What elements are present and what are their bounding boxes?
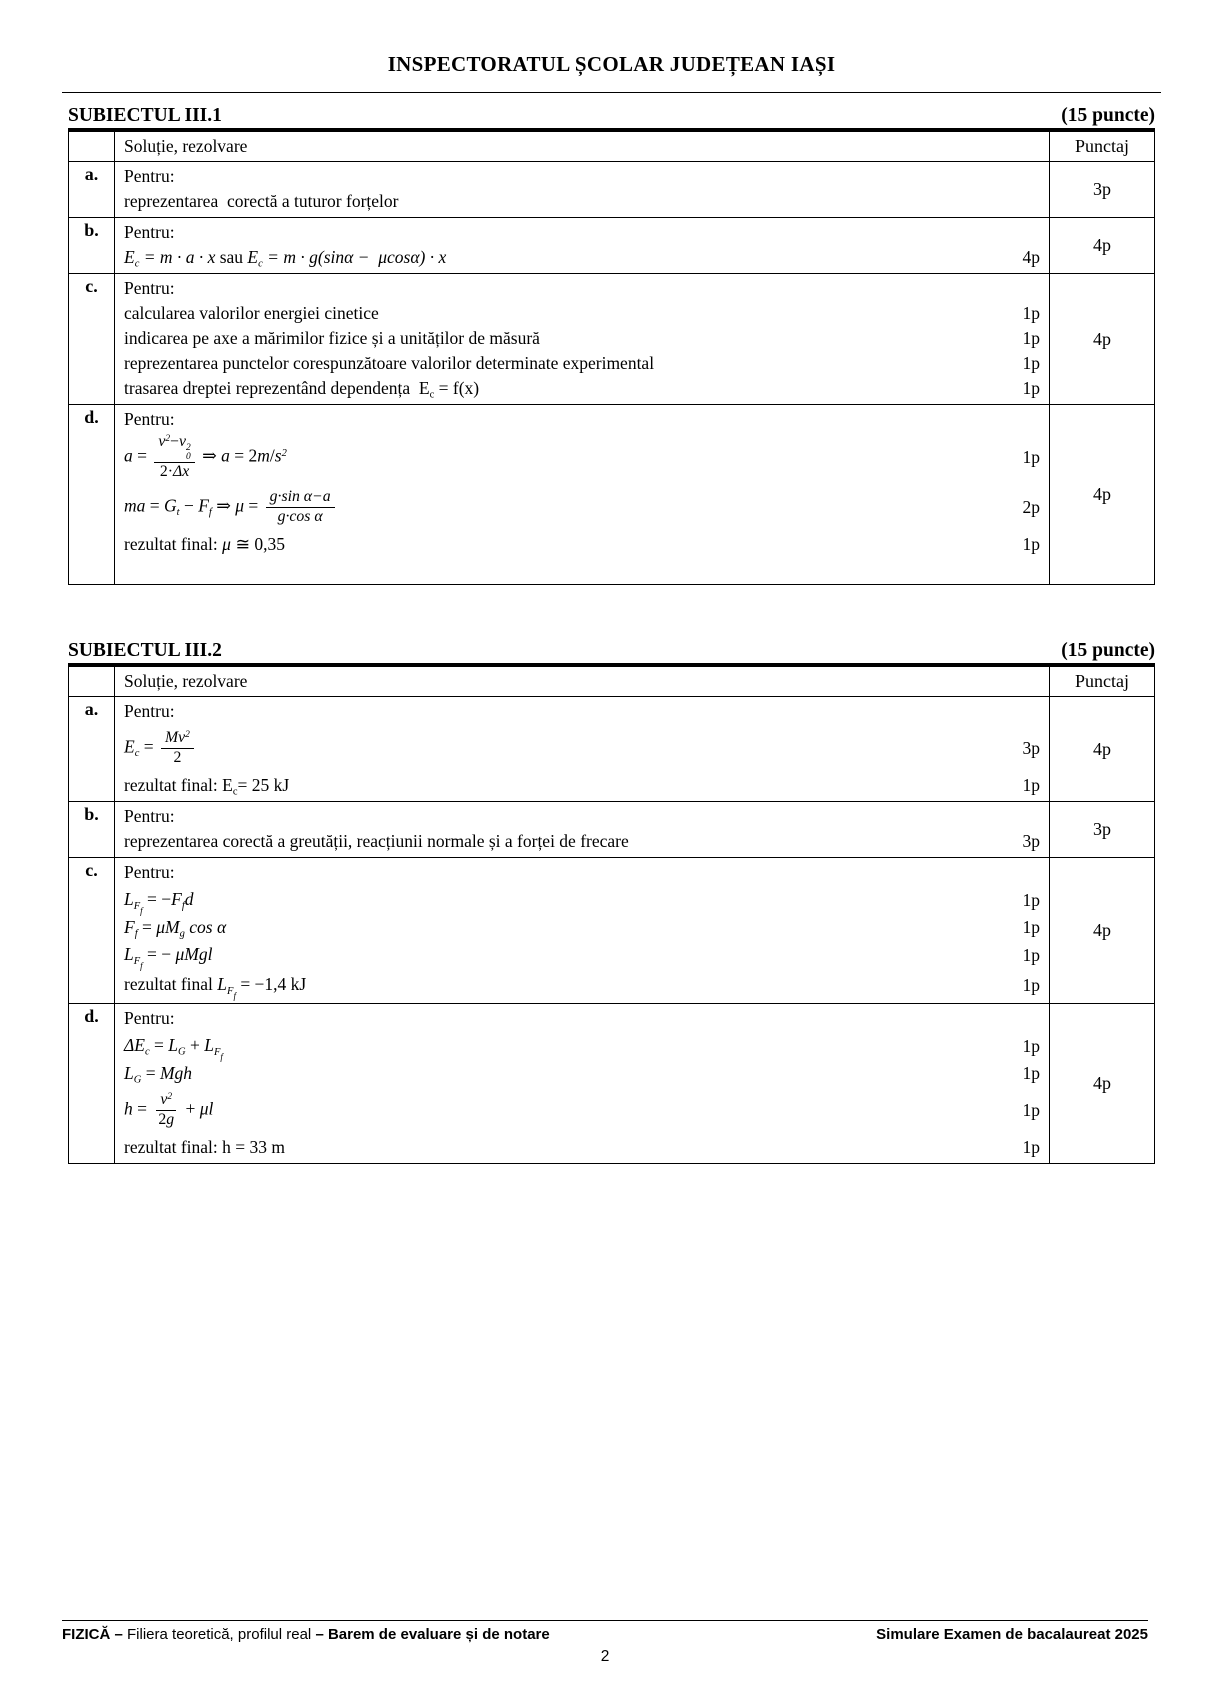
solution-line [124, 829, 1040, 854]
superscript-seg: 2 [167, 1092, 173, 1102]
math-seg: s [274, 445, 282, 466]
header-rule [62, 92, 1161, 93]
row-letter: b. [69, 802, 115, 857]
math-seg: F [133, 955, 141, 967]
math-seg: g·cos α [277, 508, 323, 526]
solution-line [124, 860, 1040, 885]
math-seg: μMgl [175, 944, 213, 965]
solution-line [124, 1006, 1040, 1031]
text-seg: reprezentarea punctelor corespunzătoare valorilor determinate experimental [124, 353, 655, 373]
math-seg: L [204, 1035, 214, 1056]
solution-line [124, 940, 1040, 970]
fraction-numerator [156, 1091, 176, 1111]
text-seg: Pentru: [124, 278, 175, 298]
text-seg: = [145, 495, 165, 516]
line-points: 1p [1022, 328, 1040, 348]
footer-left-segment: – Barem de evaluare și de notare [315, 1626, 550, 1643]
section-points: (15 puncte) [1061, 640, 1155, 662]
section-title: SUBIECTUL III.1 [68, 105, 222, 126]
solution-line [124, 483, 1040, 532]
math-seg: ma [124, 495, 146, 516]
stacked-sub-sup [186, 444, 191, 462]
fraction-numerator [161, 729, 194, 749]
row-letter: b. [69, 218, 115, 273]
text-seg: = [139, 736, 158, 757]
solution-cell [115, 405, 1050, 584]
line-points: 1p [1022, 378, 1040, 398]
line-content [124, 1137, 1013, 1158]
table-header-row [69, 667, 1154, 696]
line-points: 1p [1022, 917, 1040, 938]
solution-cell [115, 697, 1050, 801]
solution-cell [115, 162, 1050, 217]
line-content [124, 775, 1013, 796]
subscript-seg: f [140, 960, 143, 971]
text-seg: / [269, 445, 275, 466]
text-seg: Pentru: [124, 806, 175, 827]
text-seg: Pentru: [124, 222, 175, 242]
text-seg: = [149, 1035, 169, 1056]
table-row [69, 217, 1154, 273]
fraction-denominator [274, 508, 327, 527]
line-content [124, 328, 1013, 349]
text-seg: 2 [173, 749, 182, 767]
text-seg: = [132, 1098, 152, 1119]
solution-line [124, 804, 1040, 829]
solution-line [124, 189, 1040, 214]
subscript-seg: f [220, 1051, 223, 1062]
line-points: 1p [1022, 889, 1040, 910]
math-seg: v [160, 1091, 168, 1109]
footer-right-text: Simulare Examen de bacalaureat 2025 [876, 1626, 1148, 1643]
text-seg: 2· [159, 463, 173, 481]
math-seg: a [221, 445, 230, 466]
line-points: 1p [1022, 447, 1040, 468]
fraction-numerator [266, 488, 335, 508]
table-row [69, 801, 1154, 857]
math-seg: L [124, 889, 134, 910]
line-content [124, 278, 1030, 299]
line-content [124, 191, 1030, 212]
row-total: 4p [1093, 484, 1111, 505]
solution-line [124, 376, 1040, 401]
solution-line [124, 276, 1040, 301]
line-content [124, 831, 1013, 852]
solution-line [124, 301, 1040, 326]
text-seg: Pentru: [124, 1008, 175, 1029]
table-row [69, 1003, 1154, 1163]
text-seg: calcularea valorilor energiei cinetice [124, 303, 379, 323]
line-points: 1p [1022, 353, 1040, 373]
table-header-row [69, 132, 1154, 161]
line-points: 1p [1022, 1137, 1040, 1158]
line-content [124, 166, 1030, 187]
stack-sub: 0 [185, 452, 191, 463]
row-letter: d. [69, 1004, 115, 1163]
header-cell-empty [69, 132, 115, 161]
footer-left-segment: FIZICĂ – [62, 1626, 128, 1643]
text-seg: Pentru: [124, 409, 175, 429]
solution-cell [115, 802, 1050, 857]
text-seg: + [185, 1035, 205, 1056]
section-header [68, 640, 1155, 667]
math-seg: μl [199, 1098, 214, 1119]
subscript-seg: c [144, 1046, 150, 1058]
text-seg: rezultat final [124, 974, 218, 995]
solution-line [124, 407, 1040, 432]
math-seg: h [124, 1098, 133, 1119]
section-header [68, 105, 1155, 132]
math-seg: Δx [172, 463, 190, 481]
header-cell-points: Punctaj [1075, 136, 1129, 156]
table-row [69, 857, 1154, 1003]
page-number: 2 [600, 1648, 610, 1665]
superscript-seg: 2 [165, 433, 171, 444]
line-content [124, 944, 1013, 971]
line-content [124, 487, 1013, 528]
footer-row [62, 1626, 1148, 1643]
superscript-seg: 2 [185, 730, 190, 740]
header-cell-solution: Soluție, rezolvare [115, 132, 1050, 161]
subject-section [68, 105, 1155, 585]
line-content [124, 701, 1030, 722]
line-points: 1p [1022, 1035, 1040, 1056]
line-points: 1p [1022, 1063, 1040, 1084]
subject-section [68, 640, 1155, 1164]
subscript-group [213, 1046, 223, 1062]
line-content [124, 862, 1030, 883]
subscript-seg: c [232, 786, 238, 798]
solution-line [124, 773, 1040, 798]
page-footer [62, 1620, 1148, 1666]
text-seg: rezultat final: h = 33 m [124, 1137, 286, 1158]
text-seg: rezultat final: E [124, 775, 233, 796]
line-content [124, 917, 1013, 938]
row-spacer [124, 557, 1040, 581]
text-seg: = [137, 917, 157, 938]
row-letter: c. [69, 858, 115, 1003]
line-content [124, 353, 1013, 374]
text-seg: indicarea pe axe a mărimilor fizice și a unităților de măsură [124, 328, 540, 348]
math-seg: Mgh [159, 1063, 193, 1084]
row-total: 3p [1093, 179, 1111, 199]
subscript-seg: G [133, 1074, 142, 1086]
subscript-group [227, 985, 236, 1001]
text-seg: = [132, 445, 152, 466]
stack-sup: 2 [185, 443, 191, 454]
fraction [161, 729, 194, 768]
math-seg: E [247, 247, 259, 267]
solution-line [124, 1135, 1040, 1160]
math-seg: μ [222, 534, 231, 555]
math-seg: a [124, 445, 133, 466]
text-seg: reprezentarea corectă a greutății, reacțiunii normale și a forței de frecare [124, 831, 629, 852]
subscript-seg: G [178, 1046, 186, 1058]
math-seg: F [227, 985, 234, 997]
section-title: SUBIECTUL III.2 [68, 640, 222, 662]
text-seg: = [244, 495, 263, 516]
text-seg: reprezentarea corectă a tuturor forțelor [124, 191, 399, 211]
subscript-seg: g [179, 928, 185, 940]
text-seg: = − [142, 889, 172, 910]
text-seg: Pentru: [124, 701, 175, 722]
math-seg: F [133, 900, 141, 912]
text-seg: ⇒ [197, 445, 222, 466]
solution-line [124, 699, 1040, 724]
math-seg: μM [156, 917, 180, 938]
document-header-title: INSPECTORATUL ȘCOLAR JUDEȚEAN IAȘI [387, 52, 836, 76]
math-seg: F [198, 495, 209, 516]
line-points: 3p [1022, 831, 1040, 852]
row-total: 3p [1093, 819, 1111, 840]
header-cell-points: Punctaj [1075, 671, 1129, 692]
row-total: 4p [1093, 738, 1111, 759]
line-points: 1p [1022, 534, 1040, 555]
solution-line [124, 1061, 1040, 1086]
line-content [124, 1008, 1030, 1029]
line-points: 1p [1022, 944, 1040, 965]
table-row [69, 161, 1154, 217]
line-content [124, 303, 1013, 324]
solution-line [124, 351, 1040, 376]
math-seg: F [213, 1046, 221, 1058]
line-points: 1p [1022, 1100, 1040, 1121]
rubric-sections [68, 105, 1155, 1164]
section-points: (15 puncte) [1061, 105, 1155, 126]
line-content [124, 378, 1013, 399]
math-seg: d [184, 889, 194, 910]
text-seg: = 2 [229, 445, 258, 466]
row-total: 4p [1093, 328, 1111, 349]
text-seg: = [141, 1063, 160, 1084]
text-seg: ⇒ [211, 495, 236, 516]
subscript-group [133, 900, 143, 916]
line-content [124, 534, 1013, 555]
math-seg: F [124, 917, 135, 938]
line-points: 4p [1022, 247, 1040, 267]
text-seg: trasarea dreptei reprezentând dependența E [124, 378, 430, 398]
math-seg: G [164, 495, 177, 516]
text-seg: = f(x) [434, 378, 480, 398]
line-points: 2p [1022, 497, 1040, 518]
fraction [154, 433, 194, 482]
table-row [69, 696, 1154, 801]
fraction-denominator [156, 463, 193, 482]
solution-line [124, 885, 1040, 915]
math-seg: g [166, 1111, 175, 1129]
math-seg: m [257, 445, 270, 466]
math-seg: L [168, 1035, 178, 1056]
line-content [124, 222, 1030, 243]
math-seg: g·sin α−a [269, 488, 331, 506]
solution-line [124, 326, 1040, 351]
row-total: 4p [1093, 1073, 1111, 1094]
text-seg: rezultat final: [124, 534, 223, 555]
solution-line [124, 1031, 1040, 1061]
fraction-denominator [169, 749, 185, 768]
subscript-seg: c [258, 258, 263, 270]
rubric-table [68, 667, 1155, 1164]
row-total: 4p [1093, 920, 1111, 941]
math-seg: L [217, 974, 228, 995]
subscript-seg: f [181, 900, 185, 912]
header-cell-empty [69, 667, 115, 696]
table-row [69, 404, 1154, 584]
line-content [124, 728, 1013, 769]
solution-line [124, 532, 1040, 557]
math-seg: = m · a · x [139, 247, 216, 267]
row-letter: d. [69, 405, 115, 584]
math-seg: L [124, 944, 134, 965]
line-points: 3p [1022, 738, 1040, 759]
math-seg: ΔE [124, 1035, 145, 1056]
line-points: 1p [1022, 974, 1040, 995]
math-seg: v [178, 433, 186, 450]
math-seg: E [124, 247, 135, 267]
text-seg: 2 [158, 1111, 167, 1129]
text-seg: ≅ 0,35 [230, 534, 285, 555]
line-content [124, 409, 1030, 430]
solution-line [124, 245, 1040, 270]
subscript-seg: f [208, 506, 212, 518]
row-letter: a. [69, 162, 115, 217]
line-content [124, 889, 1013, 916]
row-letter: a. [69, 697, 115, 801]
solution-line [124, 220, 1040, 245]
solution-line [124, 970, 1040, 1000]
row-total: 4p [1093, 235, 1111, 255]
subscript-seg: f [140, 905, 143, 916]
math-seg: F [171, 889, 182, 910]
solution-cell [115, 858, 1050, 1003]
math-seg: cos α [184, 917, 227, 938]
math-seg: L [124, 1063, 134, 1084]
math-seg: = m · g(sinα − μcosα) · x [262, 247, 447, 267]
text-seg: − [170, 433, 179, 450]
rubric-table [68, 132, 1155, 585]
line-content [124, 247, 1013, 268]
fraction [154, 1091, 178, 1130]
fraction-denominator [154, 1111, 178, 1130]
solution-line [124, 432, 1040, 483]
math-seg: Mv [165, 729, 186, 747]
table-row [69, 273, 1154, 404]
line-content [124, 432, 1013, 483]
footer-left-segment: Filiera teoretică, profilul real [127, 1626, 316, 1643]
text-seg: Pentru: [124, 166, 175, 186]
solution-line [124, 1086, 1040, 1135]
subscript-seg: t [176, 506, 180, 518]
row-letter: c. [69, 274, 115, 404]
superscript-seg: 2 [281, 447, 287, 459]
line-points: 1p [1022, 775, 1040, 796]
text-seg: = −1,4 kJ [235, 974, 307, 995]
subscript-seg: c [429, 389, 435, 401]
solution-line [124, 724, 1040, 773]
footer-left-text [62, 1626, 550, 1643]
text-seg: = − [142, 944, 176, 965]
text-seg: Pentru: [124, 862, 175, 883]
subscript-group [133, 955, 143, 971]
line-content [124, 974, 1013, 1001]
subscript-seg: f [233, 990, 236, 1001]
solution-cell [115, 218, 1050, 273]
line-content [124, 1035, 1013, 1062]
solution-cell [115, 274, 1050, 404]
math-seg: E [124, 736, 135, 757]
math-seg: v [158, 433, 166, 450]
line-content [124, 1090, 1013, 1131]
math-seg: μ [235, 495, 245, 516]
text-seg: + [181, 1098, 200, 1119]
text-seg: sau [215, 247, 248, 267]
fraction [266, 488, 335, 527]
text-seg: = 25 kJ [237, 775, 290, 796]
solution-line [124, 164, 1040, 189]
solution-line [124, 915, 1040, 940]
header-cell-solution: Soluție, rezolvare [115, 667, 1050, 696]
line-content [124, 1063, 1013, 1084]
solution-cell [115, 1004, 1050, 1163]
subscript-seg: f [134, 928, 138, 940]
line-points: 1p [1022, 303, 1040, 323]
fraction-numerator [154, 433, 194, 463]
subscript-seg: c [134, 258, 140, 270]
line-content [124, 806, 1030, 827]
subscript-seg: c [134, 747, 140, 759]
text-seg: − [179, 495, 199, 516]
